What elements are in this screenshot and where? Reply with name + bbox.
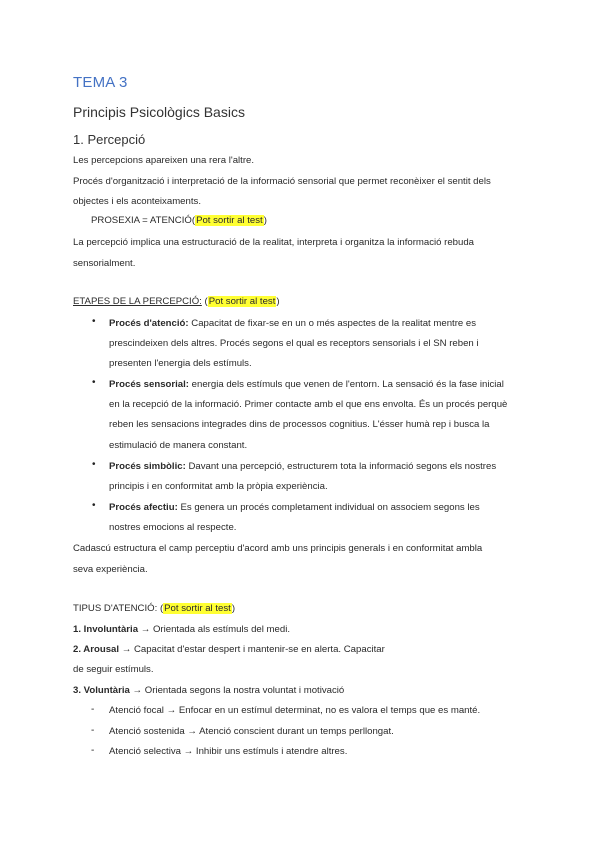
etapes-heading [73, 296, 280, 307]
prosexia-text: PROSEXIA = ATENCIÓ [91, 215, 192, 226]
etapa-atencio-line-2: prescindeixen dels altres. Procés segons el qual es receptors sensorials i el SN reben i [109, 338, 479, 349]
etapa-atencio-line-3: presenten l'energia dels estímuls. [109, 358, 252, 369]
etapes-heading-label: ETAPES DE LA PERCEPCIÓ: [73, 296, 202, 307]
prosexia-line [91, 215, 267, 226]
etapa-sensorial-line-4: estimulació de manera constant. [109, 440, 248, 451]
etapa-sensorial-line-3: reben les sensacions integrades dins de processos cognitius. L'ésser humà rep i busca la [109, 419, 490, 430]
test-highlight: Pot sortir al test [196, 215, 263, 226]
etapa-text: Capacitat de fixar-se en un o més aspectes de la realitat mentre es [188, 318, 477, 329]
etapa-atencio-line-1 [109, 318, 476, 329]
tipus-text: → Capacitat d'estar despert i mantenir-se en alerta. Capacitar [119, 644, 385, 655]
intro-line-2: Procés d'organització i interpretació de la informació sensorial que permet reconèixer el sentit dels [73, 176, 491, 187]
paren-open: ( [157, 603, 164, 614]
tipus-term: 1. Involuntària [73, 624, 139, 635]
tipus-heading-label: TIPUS D'ATENCIÓ: [73, 603, 158, 614]
subtitle: Principis Psicològics Basics [73, 104, 245, 120]
paren-close: ) [231, 603, 236, 614]
tipus-term: 2. Arousal [73, 644, 120, 655]
subtipus-selectiva: Atenció selectiva → Inhibir uns estímuls i atendre altres. [109, 746, 348, 757]
percepcio-line-1: La percepció implica una estructuració de la realitat, interpreta i organitza la informació rebuda [73, 237, 475, 248]
paren-open: ( [191, 215, 196, 226]
tipus-arousal [73, 644, 385, 655]
percepcio-line-2: sensorialment. [73, 258, 136, 269]
tipus-text: → Orientada als estímuls del medi. [138, 624, 291, 635]
bullet-icon: • [92, 459, 96, 470]
paren-close: ) [263, 215, 267, 226]
etapa-afectiu-line-1 [109, 502, 480, 513]
etapa-afectiu-line-2: nostres emocions al respecte. [109, 522, 237, 533]
etapa-term: Procés afectiu: [109, 502, 178, 513]
test-highlight: Pot sortir al test [164, 603, 231, 614]
cadascu-line-1: Cadascú estructura el camp perceptiu d'acord amb uns principis generals i en conformitat ambla [73, 543, 483, 554]
etapa-simbolic-line-1 [109, 461, 496, 472]
etapa-sensorial-line-2: en la recepció de la informació. Primer contacte amb el que ens envolta. És un procés perquè [109, 399, 508, 410]
intro-line-1: Les percepcions apareixen una rera l'altre. [73, 155, 255, 166]
etapa-text: energia dels estímuls que venen de l'entorn. La sensació és la fase inicial [189, 379, 504, 390]
tipus-arousal-cont: de seguir estímuls. [73, 664, 154, 675]
cadascu-line-2: seva experiència. [73, 564, 148, 575]
intro-line-3: objectes i els aconteixaments. [73, 196, 201, 207]
section-heading-percepcio: 1. Percepció [73, 132, 146, 147]
subtipus-sostenida: Atenció sostenida → Atenció conscient durant un temps perllongat. [109, 726, 394, 737]
tipus-text: → Orientada segons la nostra voluntat i motivació [129, 685, 345, 696]
tipus-voluntaria [73, 685, 344, 696]
paren-close: ) [276, 296, 280, 307]
bullet-icon: • [92, 377, 96, 388]
etapa-text: Davant una percepció, estructurem tota la informació segons els nostres [185, 461, 497, 472]
tipus-heading [73, 603, 235, 614]
tipus-term: 3. Voluntària [73, 685, 130, 696]
dash-icon: - [91, 725, 95, 736]
subtipus-focal: Atenció focal → Enfocar en un estímul determinat, no es valora el temps que es manté. [109, 705, 481, 716]
etapa-term: Procés simbòlic: [109, 461, 186, 472]
bullet-icon: • [92, 500, 96, 511]
etapa-simbolic-line-2: principis i en conformitat amb la pròpia experiència. [109, 481, 328, 492]
etapa-text: Es genera un procés completament individual on associem segons les [177, 502, 480, 513]
etapa-sensorial-line-1 [109, 379, 504, 390]
test-highlight: Pot sortir al test [208, 296, 276, 307]
etapa-term: Procés d'atenció: [109, 318, 189, 329]
tipus-involuntaria [73, 624, 290, 635]
etapa-term: Procés sensorial: [109, 379, 189, 390]
paren-open: ( [201, 296, 208, 307]
bullet-icon: • [92, 316, 96, 327]
dash-icon: - [91, 704, 95, 715]
dash-icon: - [91, 745, 95, 756]
page-title: TEMA 3 [73, 74, 128, 91]
